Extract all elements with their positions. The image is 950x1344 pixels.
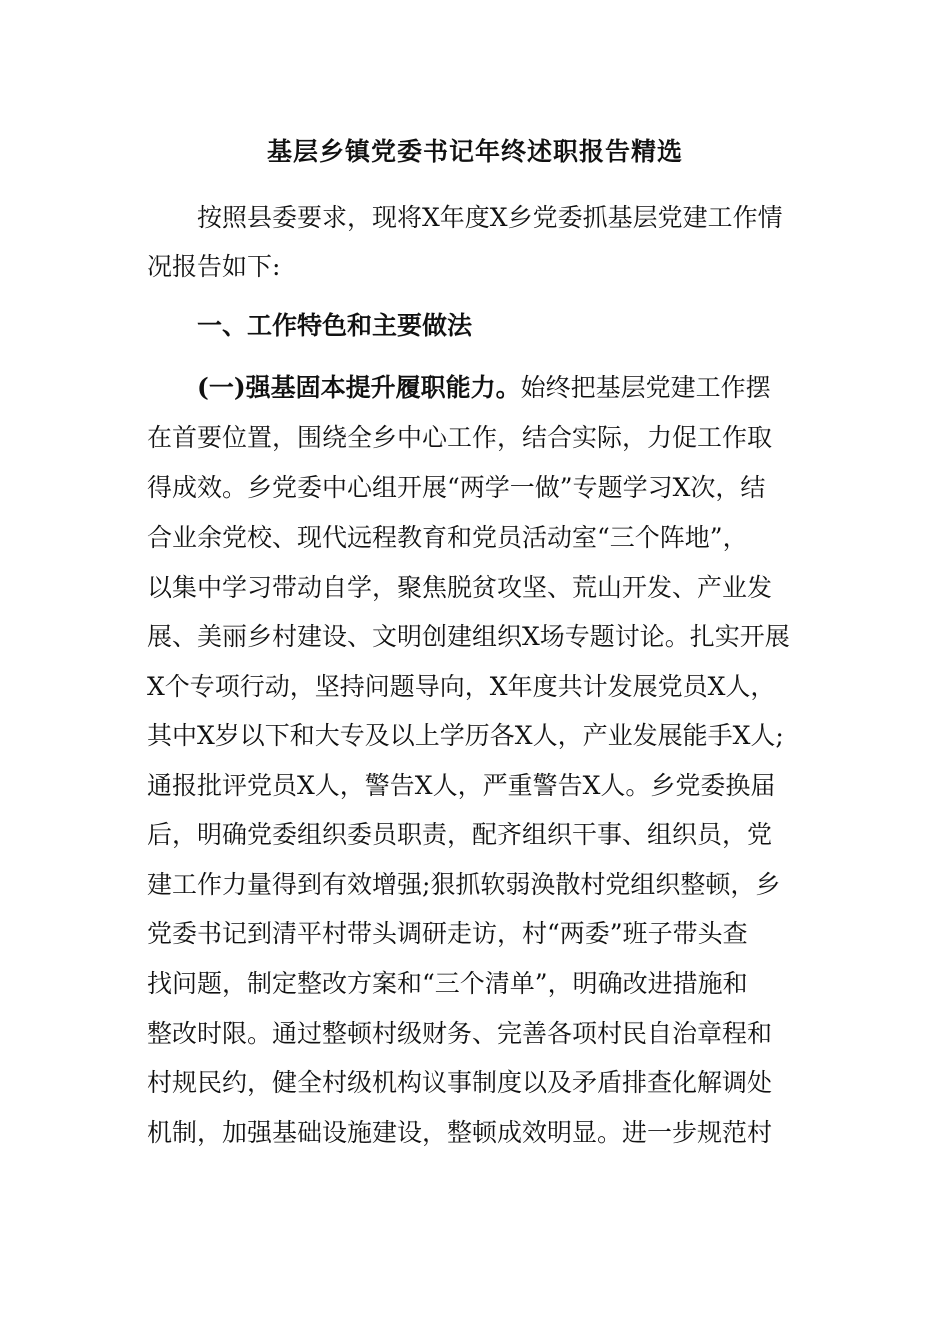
document-title: 基层乡镇党委书记年终述职报告精选 bbox=[266, 137, 683, 166]
intro-line-1: 按照县委要求，现将X年度X乡党委抓基层党建工作情 bbox=[197, 203, 783, 232]
intro-line-2: 况报告如下: bbox=[147, 252, 281, 281]
body-line: 后，明确党委组织委员职责，配齐组织干事、组织员，党 bbox=[147, 820, 773, 849]
body-line: 以集中学习带动自学，聚焦脱贫攻坚、荒山开发、产业发 bbox=[147, 573, 773, 602]
body-line: 得成效。乡党委中心组开展“两学一做”专题学习X次，结 bbox=[147, 473, 766, 502]
section-heading-1: 一、工作特色和主要做法 bbox=[197, 311, 473, 340]
body-line: 建工作力量得到有效增强;狠抓软弱涣散村党组织整顿，乡 bbox=[147, 870, 781, 899]
body-line: 村规民约，健全村级机构议事制度以及矛盾排查化解调处 bbox=[147, 1068, 773, 1097]
body-line: 找问题，制定整改方案和“三个清单”，明确改进措施和 bbox=[147, 969, 748, 998]
subsection-label: (一)强基固本提升履职能力。 bbox=[197, 373, 521, 402]
body-line: 展、美丽乡村建设、文明创建组织X场专题讨论。扎实开展 bbox=[147, 622, 790, 651]
body-line: 合业余党校、现代远程教育和党员活动室“三个阵地”， bbox=[147, 523, 748, 552]
body-line: X个专项行动，坚持问题导向，X年度共计发展党员X人， bbox=[147, 672, 776, 701]
body-line: 机制，加强基础设施建设，整顿成效明显。进一步规范村 bbox=[147, 1118, 773, 1147]
subsection-line-1 bbox=[197, 368, 771, 408]
body-line: 通报批评党员X人，警告X人，严重警告X人。乡党委换届 bbox=[147, 771, 776, 800]
body-line: 党委书记到清平村带头调研走访，村“两委”班子带头查 bbox=[147, 919, 748, 948]
body-line: 其中X岁以下和大专及以上学历各X人，产业发展能手X人; bbox=[147, 721, 784, 750]
body-line: 在首要位置，围绕全乡中心工作，结合实际，力促工作取 bbox=[147, 423, 773, 452]
subsection-first-text: 始终把基层党建工作摆 bbox=[520, 373, 771, 402]
body-line: 整改时限。通过整顿村级财务、完善各项村民自治章程和 bbox=[147, 1019, 773, 1048]
